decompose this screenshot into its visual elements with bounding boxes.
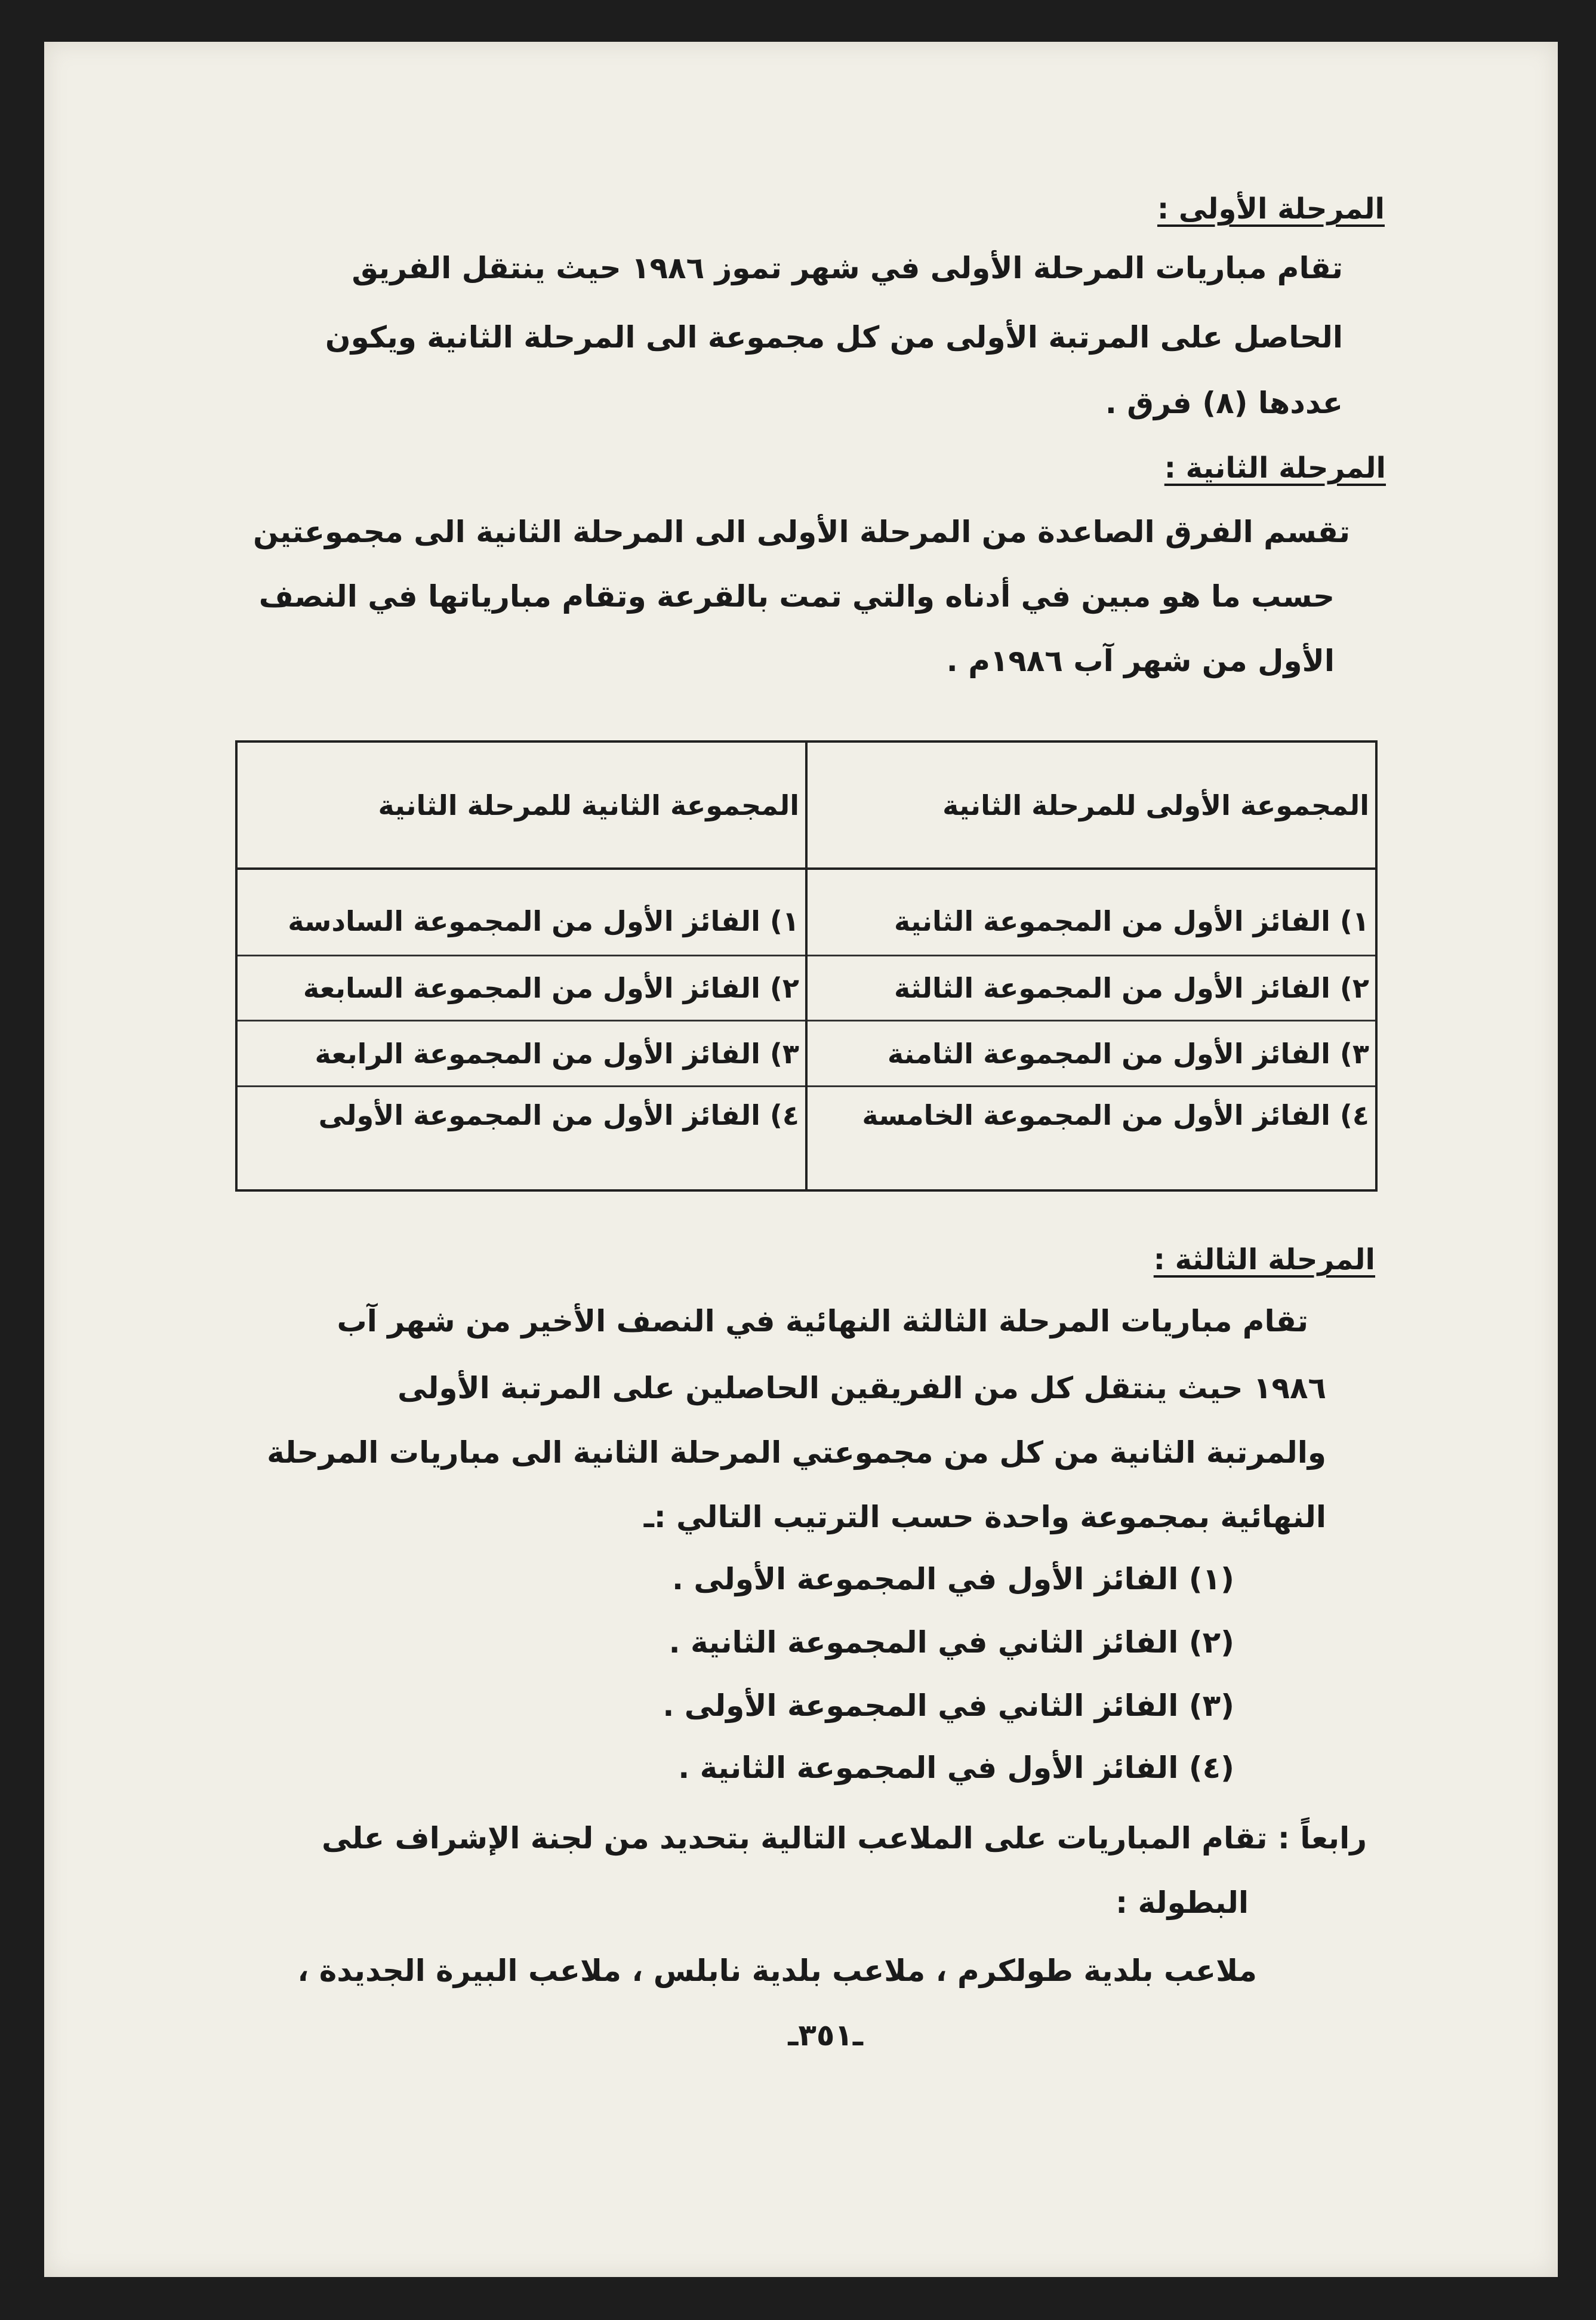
- stage3-heading: المرحلة الثالثة :: [1153, 1243, 1375, 1276]
- table-header-group1: المجموعة الأولى للمرحلة الثانية: [806, 741, 1376, 869]
- stage3-line-2: ١٩٨٦ حيث ينتقل كل من الفريقين الحاصلين على المرتبة الأولى: [397, 1371, 1326, 1405]
- stage3-line-1: تقام مباريات المرحلة الثالثة النهائية في النصف الأخير من شهر آب: [337, 1304, 1308, 1339]
- order-item-2: (٢) الفائز الثاني في المجموعة الثانية .: [668, 1625, 1234, 1660]
- stage1-line-2: الحاصل على المرتبة الأولى من كل مجموعة الى المرحلة الثانية ويكون: [325, 320, 1343, 355]
- stage3-line-3: والمرتبة الثانية من كل من مجموعتي المرحلة الثانية الى مباريات المرحلة: [267, 1435, 1326, 1470]
- stage1-line-1: تقام مباريات المرحلة الأولى في شهر تموز ١٩٨٦ حيث ينتقل الفريق: [352, 251, 1343, 285]
- stage1-heading: المرحلة الأولى :: [1157, 192, 1385, 226]
- table-cell: ١) الفائز الأول من المجموعة السادسة: [236, 869, 806, 955]
- order-item-1: (١) الفائز الأول في المجموعة الأولى .: [671, 1562, 1234, 1596]
- fourth-line-1: رابعاً : تقام المباريات على الملاعب التالية بتحديد من لجنة الإشراف على: [321, 1821, 1367, 1856]
- table-cell: ٣) الفائز الأول من المجموعة الرابعة: [236, 1021, 806, 1087]
- page-number: ـ٣٥١ـ: [788, 2018, 863, 2053]
- stage2-line-3: الأول من شهر آب ١٩٨٦م .: [946, 644, 1335, 678]
- fourth-line-3: ملاعب بلدية طولكرم ، ملاعب بلدية نابلس ، ملاعب البيرة الجديدة ،: [297, 1953, 1257, 1988]
- table-header-group2: المجموعة الثانية للمرحلة الثانية: [236, 741, 806, 869]
- stage1-line-3: عددها (٨) فرق .: [1105, 386, 1343, 420]
- order-item-4: (٤) الفائز الأول في المجموعة الثانية .: [678, 1750, 1234, 1785]
- stage3-line-4: النهائية بمجموعة واحدة حسب الترتيب التالي :ـ: [643, 1500, 1326, 1534]
- stage2-heading: المرحلة الثانية :: [1164, 451, 1386, 485]
- table-cell: ٤) الفائز الأول من المجموعة الأولى: [236, 1087, 806, 1190]
- stage2-line-2: حسب ما هو مبين في أدناه والتي تمت بالقرعة وتقام مبارياتها في النصف: [258, 579, 1335, 614]
- table-cell: ١) الفائز الأول من المجموعة الثانية: [806, 869, 1376, 955]
- table-cell: ٣) الفائز الأول من المجموعة الثامنة: [806, 1021, 1376, 1087]
- order-item-3: (٣) الفائز الثاني في المجموعة الأولى .: [663, 1688, 1234, 1723]
- table-cell: ٤) الفائز الأول من المجموعة الخامسة: [806, 1087, 1376, 1190]
- fourth-line-2: البطولة :: [1116, 1885, 1249, 1920]
- table-cell: ٢) الفائز الأول من المجموعة السابعة: [236, 955, 806, 1021]
- table-cell: ٢) الفائز الأول من المجموعة الثالثة: [806, 955, 1376, 1021]
- stage2-line-1: تقسم الفرق الصاعدة من المرحلة الأولى الى المرحلة الثانية الى مجموعتين: [253, 515, 1350, 549]
- groups-table: [235, 740, 1378, 1192]
